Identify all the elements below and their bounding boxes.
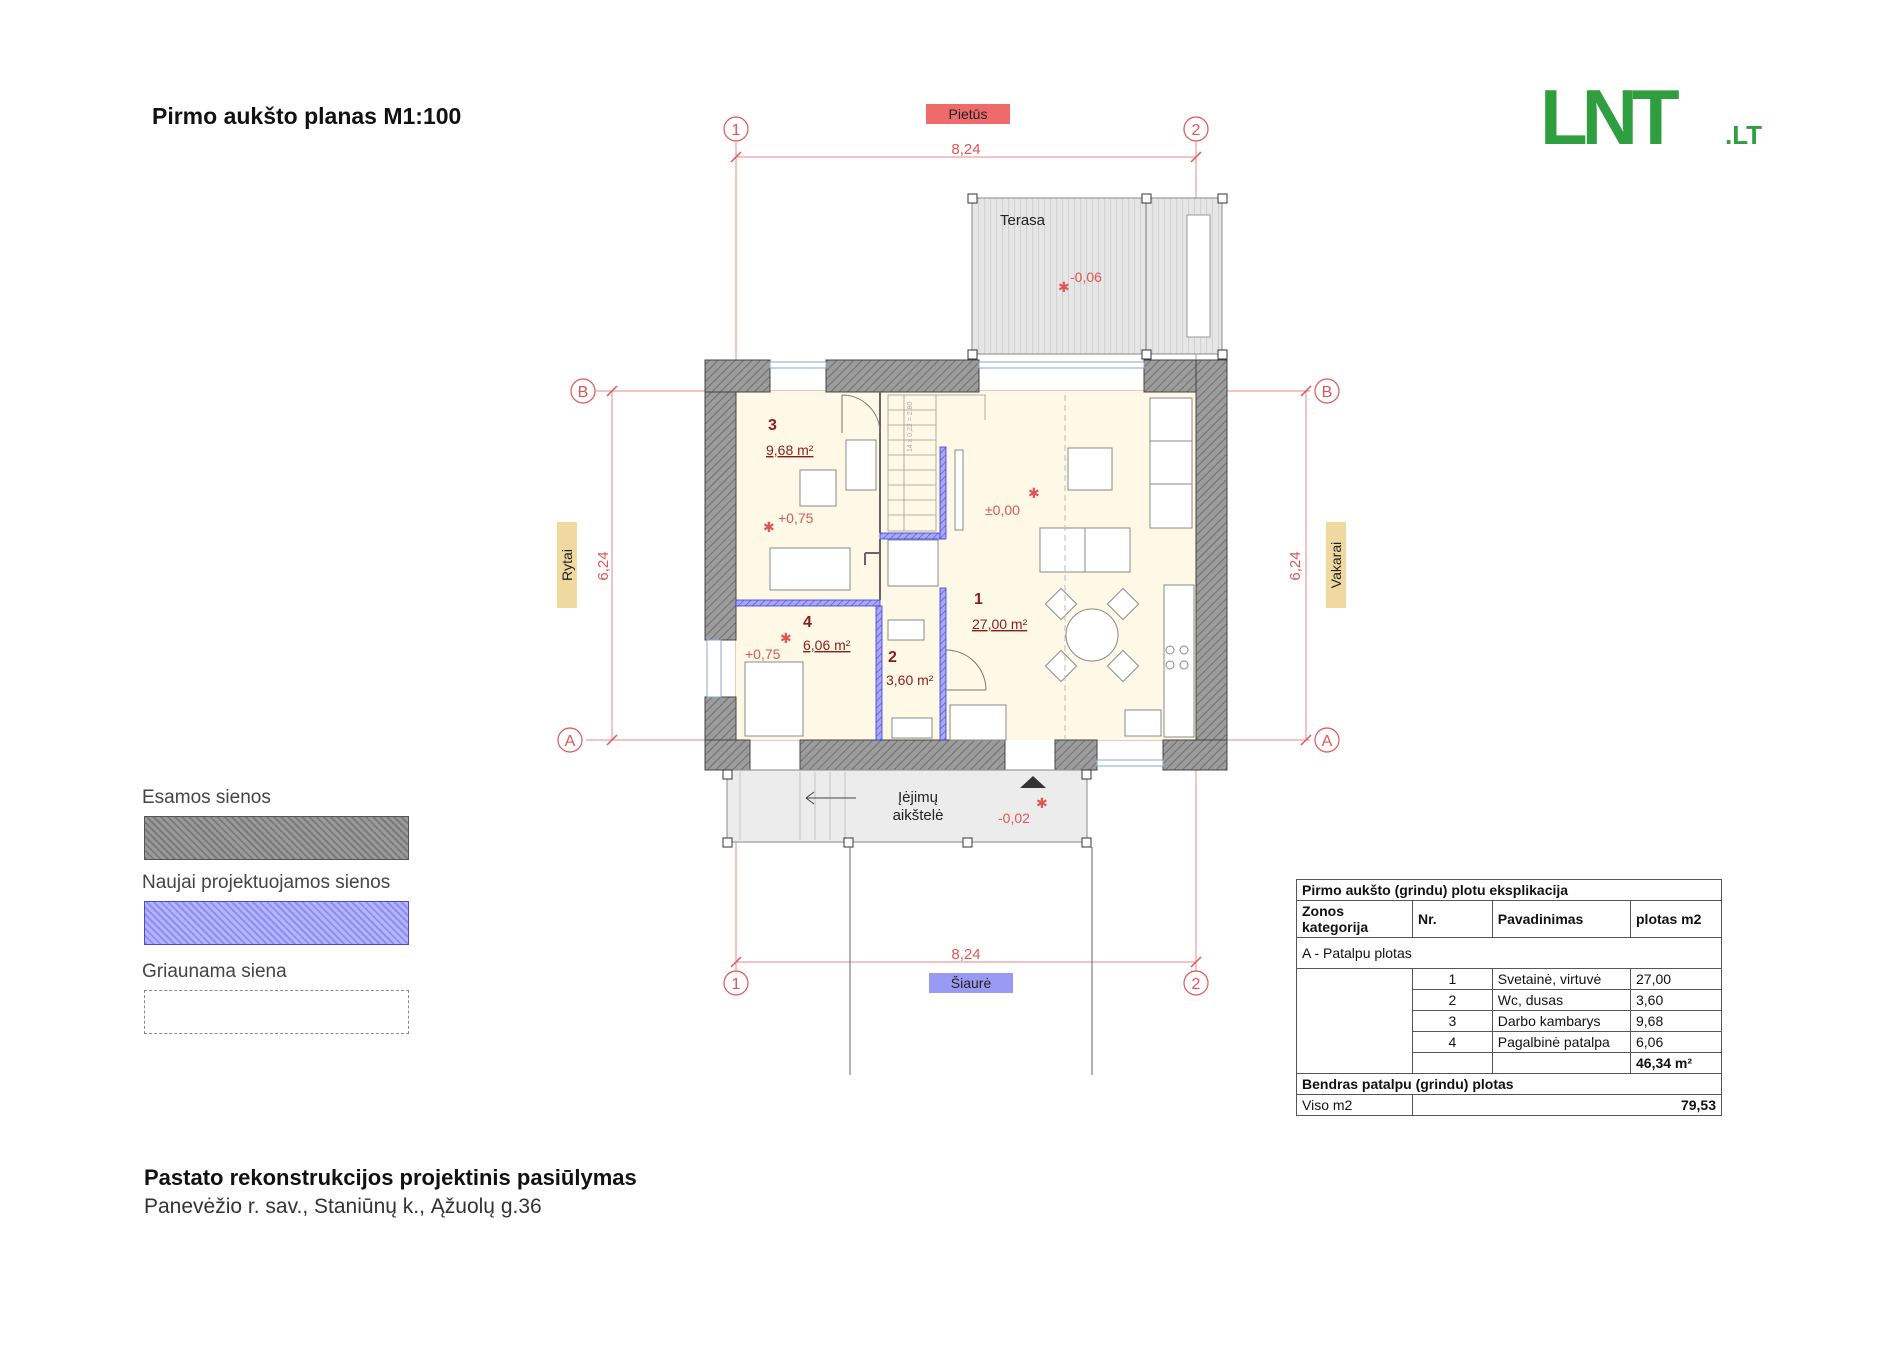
axis-label-1-top: 1	[731, 122, 741, 139]
axis-label-b-left: B	[577, 384, 589, 401]
entrance-label-line2: aikštelė	[892, 807, 944, 824]
entrance-level-marker: ✱	[1036, 795, 1048, 811]
row-2-nr: 2	[1413, 990, 1493, 1011]
row-4-name: Pagalbinė patalpa	[1492, 1032, 1630, 1053]
row-4-nr: 4	[1413, 1032, 1493, 1053]
east-label: Rytai	[559, 549, 575, 581]
total-label: Bendras patalpu (grindu) plotas	[1297, 1074, 1722, 1095]
row-2-name: Wc, dusas	[1492, 990, 1630, 1011]
entrance-label-line1: Įėjimų	[897, 789, 939, 806]
row-1-area: 27,00	[1631, 969, 1722, 990]
explication-title: Pirmo aukšto (grindu) plotu eksplikacija	[1297, 880, 1722, 901]
axis-label-1-bottom: 1	[731, 976, 741, 993]
room-2-number: 2	[888, 649, 897, 666]
south-label: Pietūs	[948, 106, 988, 122]
axis-label-2-bottom: 2	[1191, 976, 1201, 993]
legend-demolish-swatch	[144, 990, 409, 1034]
room-1-area: 27,00 m²	[972, 616, 1028, 632]
explication-table	[1296, 879, 1722, 1116]
legend-new-swatch	[144, 901, 409, 945]
axis-label-b-right: B	[1321, 384, 1333, 401]
dimension-height-left: 6,24	[595, 551, 612, 581]
west-label: Vakarai	[1328, 541, 1344, 589]
row-2-area: 3,60	[1631, 990, 1722, 1011]
legend-existing-label: Esamos sienos	[142, 787, 271, 808]
room-2-area: 3,60 m²	[886, 672, 934, 688]
project-address: Panevėžio r. sav., Staniūnų k., Ąžuolų g.36	[144, 1195, 542, 1218]
category-row: A - Patalpu plotas	[1297, 938, 1722, 969]
row-4-area: 6,06	[1631, 1032, 1722, 1053]
room-4-level: +0,75	[745, 646, 781, 662]
legend-demolish-label: Griaunama siena	[142, 961, 287, 982]
terrace-bench	[1187, 215, 1210, 337]
terrace-level-marker: ✱	[1058, 279, 1070, 295]
logo-main-text: LNT	[1540, 80, 1674, 160]
header-zone: Zonos kategorija	[1297, 901, 1413, 938]
room-1-number: 1	[974, 591, 983, 608]
room-3-number: 3	[768, 417, 777, 434]
room-3-level: +0,75	[778, 510, 814, 526]
legend-existing-swatch	[144, 816, 409, 860]
subtotal: 46,34 m²	[1631, 1053, 1722, 1074]
room-3-level-marker: ✱	[763, 519, 775, 535]
dimension-width-top: 8,24	[951, 141, 981, 158]
axis-label-a-left: A	[564, 733, 576, 750]
total-row-label: Viso m2	[1297, 1095, 1413, 1116]
room-4-level-marker: ✱	[780, 630, 792, 646]
axis-label-2-top: 2	[1191, 122, 1201, 139]
dimension-height-right: 6,24	[1287, 551, 1304, 581]
row-1-nr: 1	[1413, 969, 1493, 990]
terrace-level: -0,06	[1070, 269, 1102, 285]
total-value: 79,53	[1413, 1095, 1722, 1116]
plan-title: Pirmo aukšto planas M1:100	[152, 103, 462, 129]
row-3-area: 9,68	[1631, 1011, 1722, 1032]
logo-suffix-text: .LT	[1725, 120, 1763, 150]
room-1-level: ±0,00	[985, 502, 1020, 518]
entrance-level: -0,02	[998, 810, 1030, 826]
row-3-name: Darbo kambarys	[1492, 1011, 1630, 1032]
header-nr: Nr.	[1413, 901, 1493, 938]
table-row	[1297, 969, 1722, 990]
header-name: Pavadinimas	[1492, 901, 1630, 938]
room-4-area: 6,06 m²	[803, 637, 851, 653]
project-title: Pastato rekonstrukcijos projektinis pasiūlymas	[144, 1165, 637, 1190]
axis-label-a-right: A	[1321, 733, 1333, 750]
stair-note: 14 x 0,22 = 2,80	[907, 401, 914, 452]
row-1-name: Svetainė, virtuvė	[1492, 969, 1630, 990]
legend-new-label: Naujai projektuojamos sienos	[142, 872, 391, 893]
terrace-label: Terasa	[1000, 212, 1046, 229]
room-4-number: 4	[803, 614, 812, 631]
room-3-area: 9,68 m²	[766, 442, 814, 458]
north-label: Šiaurė	[950, 975, 992, 991]
room-1-level-marker: ✱	[1028, 485, 1040, 501]
dimension-width-bottom: 8,24	[951, 946, 981, 963]
header-area: plotas m2	[1631, 901, 1722, 938]
row-3-nr: 3	[1413, 1011, 1493, 1032]
